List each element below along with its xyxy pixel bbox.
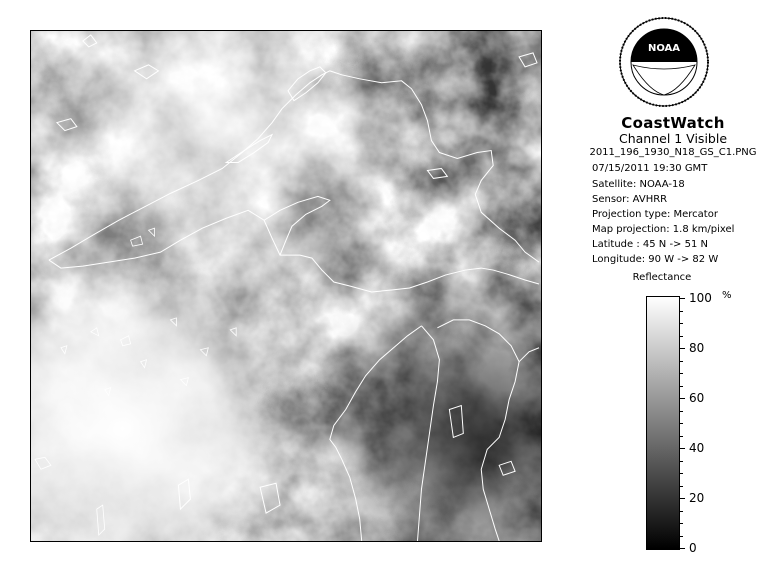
date-time: 07/15/2011 19:30 GMT (592, 163, 708, 174)
colorbar-tick (680, 348, 685, 349)
legend-title: Reflectance (632, 272, 692, 283)
map-projection-label: Map projection: 1.8 km/pixel (592, 224, 735, 235)
satellite-label: Satellite: NOAA-18 (592, 179, 685, 190)
product-filename: 2011_196_1930_N18_GS_C1.PNG (589, 147, 757, 158)
colorbar-tick (680, 548, 685, 549)
map-canvas (31, 31, 541, 541)
colorbar-minor-tick (680, 336, 683, 337)
reflectance-colorbar (646, 296, 680, 550)
longitude-label: Longitude: 90 W -> 82 W (592, 254, 719, 265)
product-title: CoastWatch (621, 114, 725, 132)
colorbar-minor-tick (680, 323, 683, 324)
colorbar-tick-label: 20 (689, 491, 705, 505)
colorbar-tick (680, 498, 685, 499)
colorbar-minor-tick (680, 511, 683, 512)
colorbar-minor-tick (680, 523, 683, 524)
colorbar-minor-tick (680, 373, 683, 374)
product-subtitle: Channel 1 Visible (618, 131, 728, 146)
colorbar-minor-tick (680, 486, 683, 487)
colorbar-minor-tick (680, 461, 683, 462)
noaa-emblem (619, 17, 709, 107)
satellite-image (30, 30, 542, 542)
legend-unit: % (722, 290, 732, 301)
southeast-shade (31, 31, 541, 541)
colorbar-tick (680, 398, 685, 399)
colorbar-minor-tick (680, 361, 683, 362)
colorbar-tick-label: 60 (689, 391, 705, 405)
colorbar-minor-tick (680, 473, 683, 474)
colorbar-tick (680, 448, 685, 449)
colorbar-minor-tick (680, 536, 683, 537)
logo-text: NOAA (647, 43, 681, 54)
noaa-logo (619, 17, 709, 107)
latitude-label: Latitude : 45 N -> 51 N (592, 239, 708, 250)
colorbar-minor-tick (680, 311, 683, 312)
colorbar-tick-label: 80 (689, 341, 705, 355)
colorbar-tick-label: 100 (689, 291, 712, 305)
colorbar-minor-tick (680, 386, 683, 387)
colorbar-minor-tick (680, 423, 683, 424)
sensor-label: Sensor: AVHRR (592, 194, 668, 205)
colorbar-minor-tick (680, 411, 683, 412)
colorbar-tick (680, 298, 685, 299)
colorbar-minor-tick (680, 436, 683, 437)
projection-type-label: Projection type: Mercator (592, 209, 718, 220)
colorbar-tick-label: 0 (689, 541, 697, 555)
colorbar-tick-label: 40 (689, 441, 705, 455)
